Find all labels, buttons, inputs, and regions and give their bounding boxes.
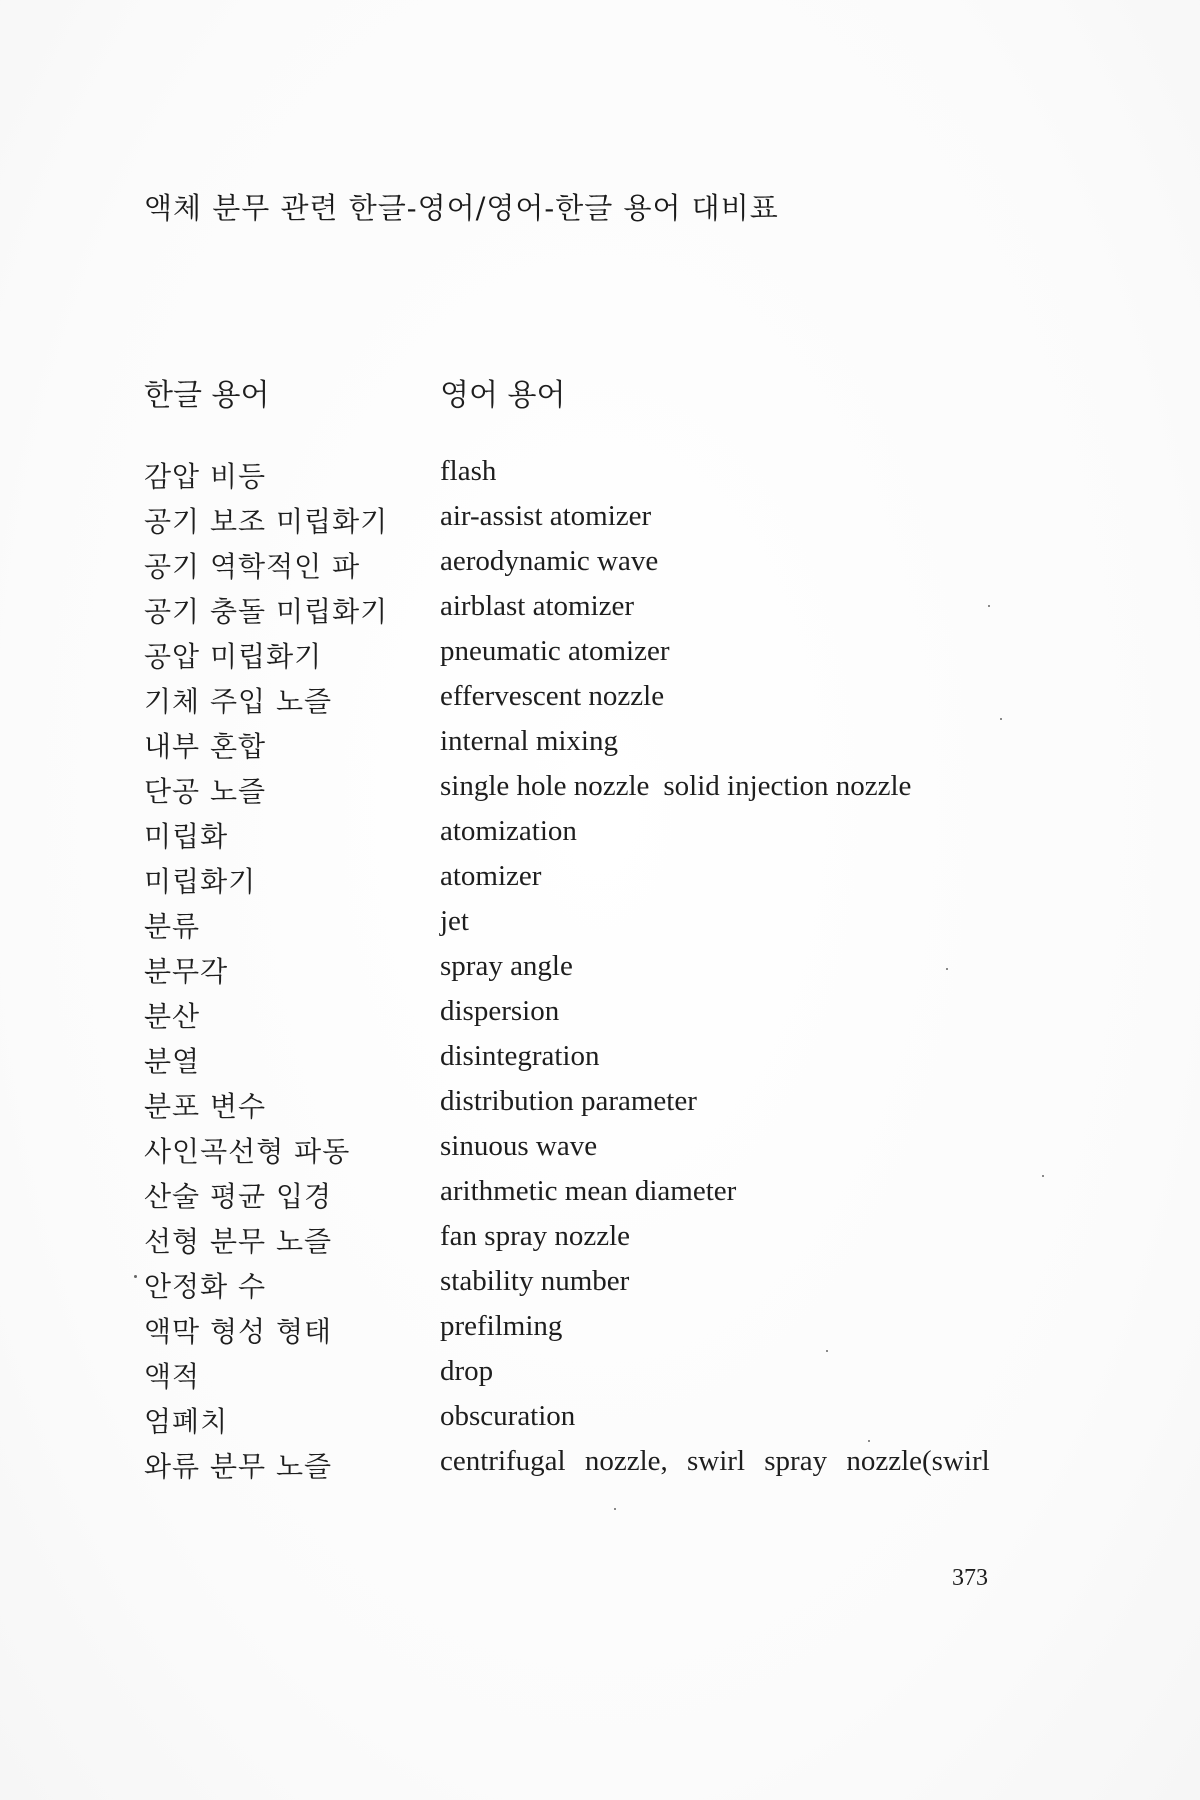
english-term-text: prefilming [440,1310,563,1342]
english-term-text: atomizer [440,860,542,892]
english-term-text: atomization [440,815,577,847]
english-term-text: jet [440,905,469,937]
english-term [440,1355,493,1388]
english-term [440,455,496,488]
term-row [144,1400,1064,1445]
page-number: 373 [952,1565,988,1591]
korean-term: 공기 보조 미립화기 [144,505,389,538]
english-term [440,1175,736,1208]
term-row [144,500,1064,545]
english-term [440,635,669,668]
scan-speck [1042,1175,1044,1177]
korean-term: 분무각 [144,955,229,988]
english-term [440,860,541,893]
english-term [440,1085,697,1118]
english-term [440,590,634,623]
korean-term: 액막 형성 형태 [144,1315,333,1348]
korean-term: 분산 [144,1000,201,1033]
korean-term: 단공 노즐 [144,775,267,808]
english-term-text: internal mixing [440,725,618,757]
term-row [144,1130,1064,1175]
korean-term: 공기 충돌 미립화기 [144,595,389,628]
korean-term: 공기 역학적인 파 [144,550,361,583]
english-term-text: pneumatic atomizer [440,635,670,667]
korean-term: 기체 주입 노즐 [144,685,333,718]
korean-term: 감압 비등 [144,460,267,493]
english-term [440,950,573,983]
english-term [440,815,577,848]
korean-term: 엄폐치 [144,1405,229,1438]
english-term-text: obscuration [440,1400,576,1432]
korean-term-header: 한글 용어 [144,378,270,413]
english-term [440,770,911,803]
english-term-text: aerodynamic wave [440,545,659,577]
english-term [440,1220,630,1253]
english-term-text: sinuous wave [440,1130,598,1162]
term-row [144,590,1064,635]
term-row [144,950,1064,995]
term-row [144,905,1064,950]
term-row [144,1355,1064,1400]
korean-term: 안정화 수 [144,1270,267,1303]
english-term-text: airblast atomizer [440,590,635,622]
korean-term: 미립화 [144,820,229,853]
term-row [144,860,1064,905]
term-row [144,635,1064,680]
term-row [144,815,1064,860]
english-term [440,1130,597,1163]
term-table [144,455,1064,1490]
korean-term: 미립화기 [144,865,257,898]
korean-term: 분류 [144,910,201,943]
term-row [144,725,1064,770]
term-row [144,770,1064,815]
english-term-text: spray angle [440,950,573,982]
term-row [144,680,1064,725]
scan-speck [868,1440,870,1442]
english-term [440,1265,629,1298]
english-term [440,1310,562,1343]
korean-term: 분포 변수 [144,1090,267,1123]
english-term [440,500,651,533]
english-term-text: drop [440,1355,494,1387]
term-row [144,995,1064,1040]
english-term-text: air-assist atomizer [440,500,652,532]
english-term [440,680,664,713]
english-term-text: disintegration [440,1040,600,1072]
english-term-text: effervescent nozzle [440,680,665,712]
english-term [440,545,658,578]
term-row [144,1085,1064,1130]
english-term [440,1445,990,1478]
english-term-text: stability number [440,1265,630,1297]
korean-term: 액적 [144,1360,201,1393]
english-term [440,1040,599,1073]
english-term [440,1400,575,1433]
term-row [144,545,1064,590]
english-term-text: single hole nozzle [440,770,650,802]
term-row [144,1040,1064,1085]
scan-speck [1000,718,1002,720]
term-row [144,455,1064,500]
scan-speck [946,968,948,970]
english-term-text: arithmetic mean diameter [440,1175,737,1207]
term-row [144,1445,1064,1490]
term-row [144,1220,1064,1265]
english-term-text: dispersion [440,995,560,1027]
english-term [440,995,559,1028]
english-term [440,725,618,758]
term-row [144,1310,1064,1355]
english-term-text: flash [440,455,497,487]
scan-speck [826,1350,828,1352]
korean-term: 와류 분무 노즐 [144,1450,333,1483]
korean-term: 공압 미립화기 [144,640,323,673]
scan-speck [614,1508,616,1510]
term-row [144,1265,1064,1310]
scan-speck [988,605,990,607]
term-row [144,1175,1064,1220]
english-term-text: fan spray nozzle [440,1220,631,1252]
english-term-text: distribution parameter [440,1085,697,1117]
korean-term: 분열 [144,1045,201,1078]
page-title: 액체 분무 관련 한글-영어/영어-한글 용어 대비표 [144,191,779,225]
english-term-header: 영어 용어 [440,378,566,413]
korean-term: 산술 평균 입경 [144,1180,333,1213]
korean-term: 내부 혼합 [144,730,267,763]
korean-term: 사인곡선형 파동 [144,1135,351,1168]
english-term-text: centrifugal nozzle, swirl spray nozzle(swirl [440,1445,990,1477]
scan-speck [134,1275,137,1278]
korean-term: 선형 분무 노즐 [144,1225,333,1258]
english-term [440,905,469,938]
english-term-alternate: solid injection nozzle [663,770,912,802]
